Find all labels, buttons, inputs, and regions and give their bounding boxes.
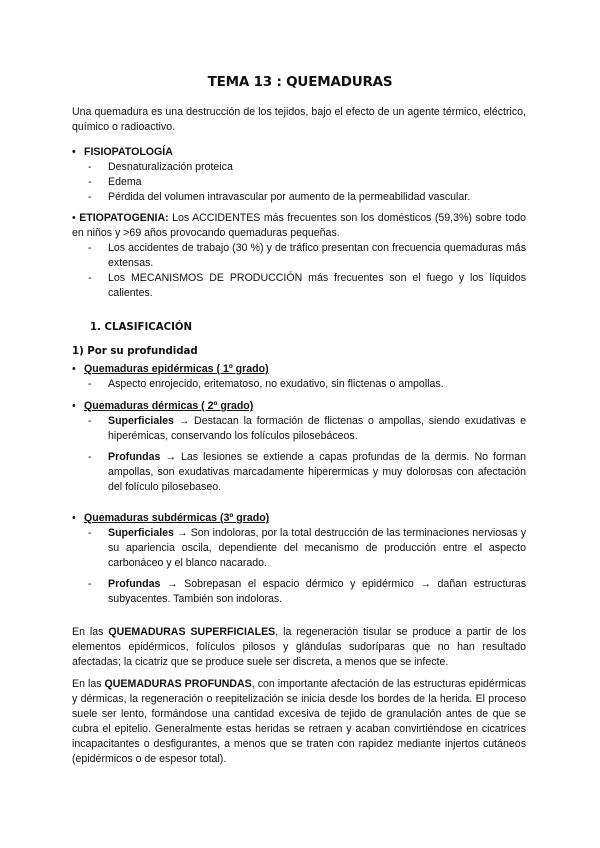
dermicas-heading: Quemaduras dérmicas ( 2º grado) xyxy=(84,400,254,412)
item-text: → Destacan la formación de flictenas o ampollas, siendo exudativas e hiperémicas, conservando los folículos pilosebáceos. xyxy=(108,415,526,442)
list-item xyxy=(72,450,526,495)
profundidad-subheading: 1) Por su profundidad xyxy=(72,346,198,357)
text: En las xyxy=(72,678,105,690)
text: , con importante afectación de las estructuras epidérmicas y dérmicas, la regeneración o reepitelización se inicia desde los bordes de la herida. El proceso suele ser lento, formándose una cantidad excesiva de tejido de granulación antes de que se cubra el epitelio. Generalmente estas heridas se retraen y acaban convirtiéndose en cicatrices incapacitantes o desfigurantes, a menos que se traten con rapidez mediante injertos cutáneos (epidérmicos o de espesor total). xyxy=(72,678,527,765)
item-text: → Las lesiones se extiende a capas profundas de la dermis. No forman ampollas, son exudativas marcadamente hiperermicas y muy dolorosas con afectación del folículo pilosebaseo. xyxy=(108,451,526,493)
emphasis: QUEMADURAS PROFUNDAS xyxy=(104,678,252,690)
dermicas-section xyxy=(72,399,526,495)
intro-paragraph: Una quemadura es una destrucción de los tejidos, bajo el efecto de un agente térmico, eléctrico, químico o radioactivo. xyxy=(72,106,526,133)
list-item xyxy=(72,414,526,444)
superficiales-paragraph xyxy=(72,625,526,670)
subdermicas-heading: Quemaduras subdérmicas (3º grado) xyxy=(84,512,270,524)
item-text: → Son indoloras, por la total destrucción de las terminaciones nerviosas y su apariencia oscila, dependiente del mecanismo de producción entre el aspecto carbonáceo y el blanco nacarado. xyxy=(108,527,526,569)
item-label: Superficiales xyxy=(108,527,174,539)
item-label: Superficiales xyxy=(108,415,174,427)
item-label: Profundas xyxy=(108,578,161,590)
clasificacion-heading: 1. CLASIFICACIÓN xyxy=(90,322,193,333)
etiopatogenia-intro: • ETIOPATOGENIA: Los ACCIDENTES más frecuentes son los domésticos (59,3%) sobre todo en niños y >69 años provocando quemaduras pequeñas. xyxy=(72,212,526,239)
emphasis: QUEMADURAS SUPERFICIALES xyxy=(108,626,276,638)
text: En las xyxy=(72,626,109,638)
list-item: - Los accidentes de trabajo (30 %) y de tráfico presentan con frecuencia quemaduras más extensas. xyxy=(72,241,526,271)
etiopatogenia-heading: ETIOPATOGENIA: xyxy=(79,212,169,224)
subdermicas-section xyxy=(72,511,526,607)
list-item xyxy=(72,577,526,607)
fisiopatologia-heading: • FISIOPATOLOGÍA xyxy=(72,145,526,160)
page-title: TEMA 13 : QUEMADURAS xyxy=(207,74,393,90)
etiopatogenia-section xyxy=(72,211,526,301)
list-item: - Edema xyxy=(72,175,526,190)
epidermicas-section xyxy=(72,362,526,392)
list-item: - Pérdida del volumen intravascular por aumento de la permeabilidad vascular. xyxy=(72,190,526,205)
item-label: Profundas xyxy=(108,451,161,463)
fisiopatologia-section xyxy=(72,145,526,205)
epidermicas-heading: Quemaduras epidérmicas ( 1º grado) xyxy=(84,363,269,375)
list-item: - Desnaturalización proteica xyxy=(72,160,526,175)
list-item: - Los MECANISMOS DE PRODUCCIÓN más frecuentes son el fuego y los líquidos calientes. xyxy=(72,271,526,301)
profundas-paragraph xyxy=(72,677,526,767)
list-item xyxy=(72,526,526,571)
etiopatogenia-text: Los ACCIDENTES más frecuentes son los domésticos (59,3%) sobre todo en niños y >69 años provocando quemaduras pequeñas. xyxy=(72,212,526,239)
list-item: - Aspecto enrojecido, eritematoso, no exudativo, sin flictenas o ampollas. xyxy=(72,377,526,392)
item-text: → Sobrepasan el espacio dérmico y epidérmico → dañan estructuras subyacentes. También son indoloras. xyxy=(108,578,526,605)
text: , la regeneración tisular se produce a partir de los elementos epidérmicos, folículos pilosos y glándulas sudoríparas que no han resultado afectadas; la cicatriz que se produce suele ser discreta, a menos que se infecte. xyxy=(72,626,526,668)
